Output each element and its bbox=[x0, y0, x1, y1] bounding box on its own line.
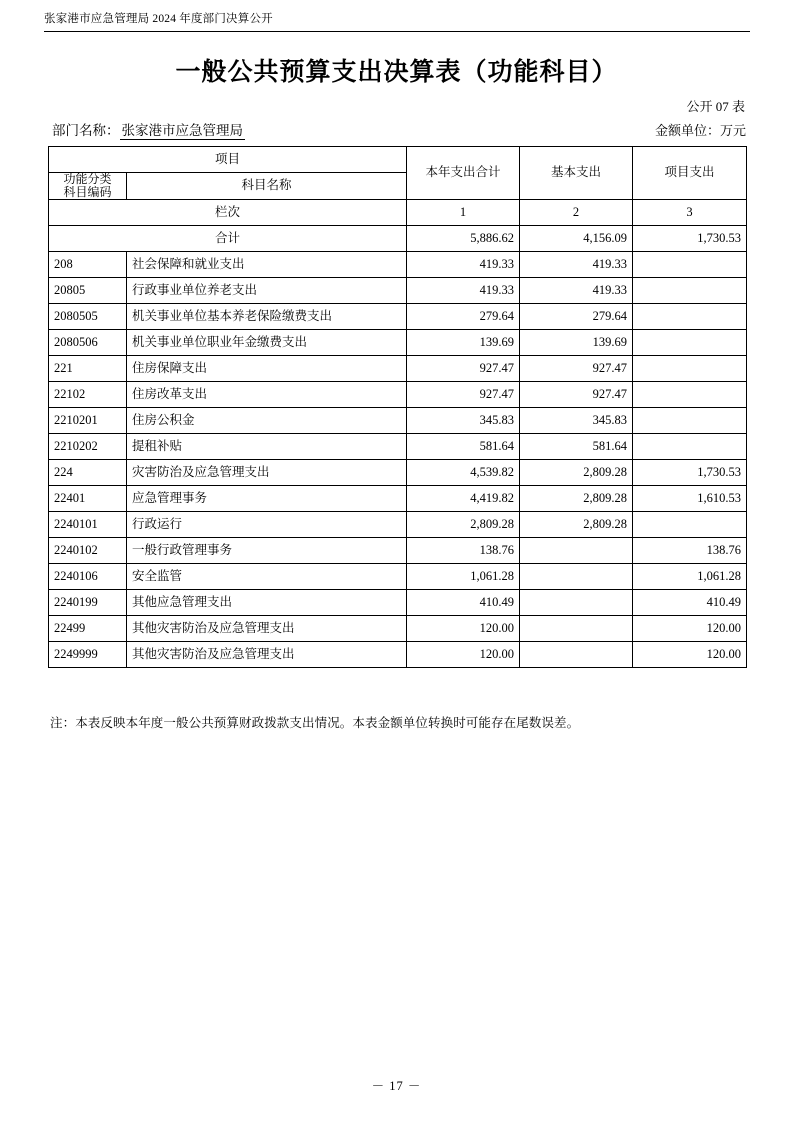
row-code: 221 bbox=[49, 356, 127, 382]
row-total: 1,061.28 bbox=[407, 564, 520, 590]
sheet-number: 公开 07 表 bbox=[686, 99, 745, 114]
header-function-code-line2: 科目编码 bbox=[63, 185, 112, 200]
header-project-expenditure: 项目支出 bbox=[633, 147, 747, 200]
row-basic: 419.33 bbox=[520, 252, 633, 278]
department-row bbox=[52, 119, 746, 139]
row-basic: 2,809.28 bbox=[520, 512, 633, 538]
header-function-code bbox=[49, 173, 127, 200]
row-name: 其他灾害防治及应急管理支出 bbox=[127, 642, 407, 668]
page-number: － 17 － bbox=[371, 1079, 422, 1093]
header-row-label: 栏次 bbox=[49, 200, 407, 226]
document-header: 张家港市应急管理局 2024 年度部门决算公开 bbox=[44, 10, 750, 32]
row-basic: 581.64 bbox=[520, 434, 633, 460]
budget-table bbox=[48, 146, 747, 668]
row-total: 139.69 bbox=[407, 330, 520, 356]
row-basic bbox=[520, 642, 633, 668]
row-basic bbox=[520, 564, 633, 590]
row-code: 2210201 bbox=[49, 408, 127, 434]
row-name: 一般行政管理事务 bbox=[127, 538, 407, 564]
row-name: 机关事业单位基本养老保险缴费支出 bbox=[127, 304, 407, 330]
row-code: 208 bbox=[49, 252, 127, 278]
row-code: 22401 bbox=[49, 486, 127, 512]
row-total: 927.47 bbox=[407, 356, 520, 382]
table-row bbox=[49, 486, 747, 512]
row-name: 住房公积金 bbox=[127, 408, 407, 434]
department-name: 张家港市应急管理局 bbox=[121, 123, 243, 138]
row-code: 224 bbox=[49, 460, 127, 486]
table-row bbox=[49, 564, 747, 590]
total-row-basic: 4,156.09 bbox=[520, 226, 633, 252]
row-name: 灾害防治及应急管理支出 bbox=[127, 460, 407, 486]
header-total-expenditure: 本年支出合计 bbox=[407, 147, 520, 200]
row-project: 1,061.28 bbox=[633, 564, 747, 590]
row-basic bbox=[520, 590, 633, 616]
header-item-group: 项目 bbox=[49, 147, 407, 173]
row-code: 2080505 bbox=[49, 304, 127, 330]
row-name: 机关事业单位职业年金缴费支出 bbox=[127, 330, 407, 356]
total-row-label: 合计 bbox=[49, 226, 407, 252]
row-project: 120.00 bbox=[633, 642, 747, 668]
table-row bbox=[49, 304, 747, 330]
row-project bbox=[633, 356, 747, 382]
header-col-num-1: 1 bbox=[407, 200, 520, 226]
row-basic: 927.47 bbox=[520, 382, 633, 408]
table-row bbox=[49, 616, 747, 642]
header-subject-name: 科目名称 bbox=[127, 173, 407, 200]
row-code: 2240102 bbox=[49, 538, 127, 564]
row-basic: 279.64 bbox=[520, 304, 633, 330]
row-total: 410.49 bbox=[407, 590, 520, 616]
row-name: 其他灾害防治及应急管理支出 bbox=[127, 616, 407, 642]
table-note: 注：本表反映本年度一般公共预算财政拨款支出情况。本表金额单位转换时可能存在尾数误差。 bbox=[50, 716, 580, 730]
table-row bbox=[49, 434, 747, 460]
row-name: 提租补贴 bbox=[127, 434, 407, 460]
row-name: 行政事业单位养老支出 bbox=[127, 278, 407, 304]
row-project: 138.76 bbox=[633, 538, 747, 564]
row-project bbox=[633, 304, 747, 330]
row-code: 2240101 bbox=[49, 512, 127, 538]
row-total: 120.00 bbox=[407, 642, 520, 668]
row-total: 581.64 bbox=[407, 434, 520, 460]
table-row bbox=[49, 538, 747, 564]
row-code: 2240106 bbox=[49, 564, 127, 590]
row-name: 安全监管 bbox=[127, 564, 407, 590]
row-total: 419.33 bbox=[407, 252, 520, 278]
header-function-code-line1: 功能分类 bbox=[63, 172, 112, 186]
row-basic: 419.33 bbox=[520, 278, 633, 304]
row-name: 行政运行 bbox=[127, 512, 407, 538]
row-code: 2249999 bbox=[49, 642, 127, 668]
row-code: 22499 bbox=[49, 616, 127, 642]
row-basic: 345.83 bbox=[520, 408, 633, 434]
table-row bbox=[49, 642, 747, 668]
row-name: 住房保障支出 bbox=[127, 356, 407, 382]
row-project: 1,730.53 bbox=[633, 460, 747, 486]
header-col-num-3: 3 bbox=[633, 200, 747, 226]
table-row bbox=[49, 330, 747, 356]
total-row-project: 1,730.53 bbox=[633, 226, 747, 252]
row-total: 419.33 bbox=[407, 278, 520, 304]
row-total: 4,539.82 bbox=[407, 460, 520, 486]
row-name: 应急管理事务 bbox=[127, 486, 407, 512]
row-total: 4,419.82 bbox=[407, 486, 520, 512]
row-project: 410.49 bbox=[633, 590, 747, 616]
row-project bbox=[633, 408, 747, 434]
table-row bbox=[49, 382, 747, 408]
department-label-wrap bbox=[52, 119, 245, 139]
page-title: 一般公共预算支出决算表（功能科目） bbox=[175, 59, 618, 86]
table-row bbox=[49, 252, 747, 278]
table-row bbox=[49, 460, 747, 486]
row-project: 120.00 bbox=[633, 616, 747, 642]
header-col-num-2: 2 bbox=[520, 200, 633, 226]
row-code: 2240199 bbox=[49, 590, 127, 616]
row-project: 1,610.53 bbox=[633, 486, 747, 512]
table-total-row bbox=[49, 226, 747, 252]
table-header-row-1 bbox=[49, 147, 747, 173]
row-code: 2210202 bbox=[49, 434, 127, 460]
row-total: 138.76 bbox=[407, 538, 520, 564]
table-row bbox=[49, 278, 747, 304]
amount-unit: 金额单位：万元 bbox=[654, 123, 746, 138]
row-name: 住房改革支出 bbox=[127, 382, 407, 408]
row-project bbox=[633, 278, 747, 304]
row-basic: 2,809.28 bbox=[520, 460, 633, 486]
row-project bbox=[633, 512, 747, 538]
row-code: 2080506 bbox=[49, 330, 127, 356]
row-total: 927.47 bbox=[407, 382, 520, 408]
table-row bbox=[49, 408, 747, 434]
table-body bbox=[49, 226, 747, 668]
row-name: 其他应急管理支出 bbox=[127, 590, 407, 616]
total-row-total: 5,886.62 bbox=[407, 226, 520, 252]
row-code: 20805 bbox=[49, 278, 127, 304]
row-code: 22102 bbox=[49, 382, 127, 408]
row-basic: 927.47 bbox=[520, 356, 633, 382]
table-row bbox=[49, 356, 747, 382]
row-basic bbox=[520, 616, 633, 642]
department-label: 部门名称： bbox=[52, 123, 120, 138]
row-project bbox=[633, 434, 747, 460]
row-name: 社会保障和就业支出 bbox=[127, 252, 407, 278]
header-basic-expenditure: 基本支出 bbox=[520, 147, 633, 200]
table-row bbox=[49, 512, 747, 538]
row-project bbox=[633, 382, 747, 408]
row-basic: 2,809.28 bbox=[520, 486, 633, 512]
row-total: 279.64 bbox=[407, 304, 520, 330]
row-project bbox=[633, 252, 747, 278]
row-project bbox=[633, 330, 747, 356]
row-total: 2,809.28 bbox=[407, 512, 520, 538]
row-total: 345.83 bbox=[407, 408, 520, 434]
row-basic: 139.69 bbox=[520, 330, 633, 356]
table-row bbox=[49, 590, 747, 616]
row-basic bbox=[520, 538, 633, 564]
table-header-row-3 bbox=[49, 200, 747, 226]
row-total: 120.00 bbox=[407, 616, 520, 642]
